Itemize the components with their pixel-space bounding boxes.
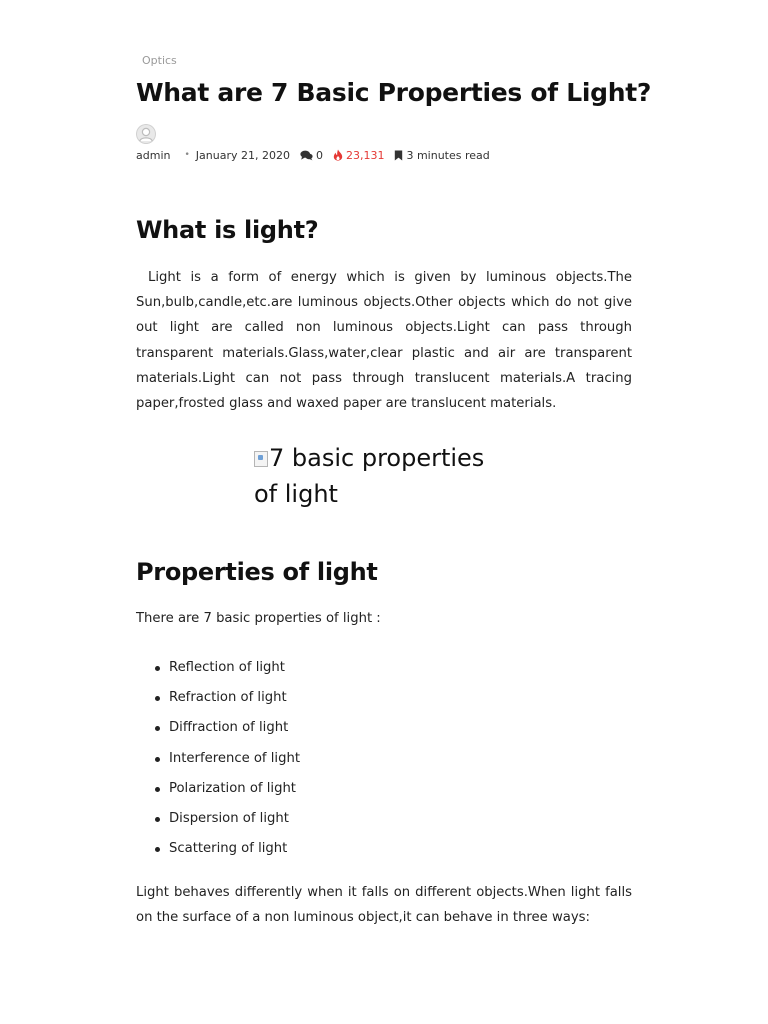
broken-image-icon (254, 451, 268, 467)
list-item: Polarization of light (136, 777, 300, 807)
properties-list (136, 656, 300, 867)
read-time (394, 149, 489, 162)
avatar-icon[interactable] (136, 124, 156, 144)
publish-date: January 21, 2020 (195, 148, 290, 162)
list-item: Diffraction of light (136, 716, 300, 746)
list-item: Refraction of light (136, 686, 300, 716)
views-count: 23,131 (345, 148, 385, 162)
article-meta (136, 147, 500, 163)
image-alt-text: 7 basic properties of light (254, 444, 485, 508)
read-time-text: 3 minutes read (406, 148, 490, 162)
section-heading-properties: Properties of light (136, 558, 378, 586)
properties-outro: Light behaves differently when it falls on different objects.When light falls on the surface of a non luminous object,it can behave in three ways: (136, 885, 632, 926)
properties-intro: There are 7 basic properties of light : (136, 611, 381, 626)
list-item: Scattering of light (136, 837, 300, 867)
list-item: Dispersion of light (136, 807, 300, 837)
comments-count: 0 (315, 148, 323, 162)
meta-separator: • (184, 150, 190, 160)
comments-count-link[interactable] (300, 149, 323, 162)
views-counter (333, 149, 385, 162)
list-item: Reflection of light (136, 656, 300, 686)
article-title: What are 7 Basic Properties of Light? (136, 78, 652, 107)
category-link[interactable]: Optics (142, 54, 177, 67)
section-heading-what-is-light: What is light? (136, 216, 319, 244)
fire-icon (333, 149, 343, 161)
bookmark-icon (394, 150, 403, 161)
what-is-light-paragraph: Light is a form of energy which is given by luminous objects.The Sun,bulb,candle,etc.are luminous objects.Other objects which do not give out light are called non luminous objects.Light can pass through transparent materials.Glass,water,clear plastic and air are transparent materials.Light can not pass through translucent materials.A tracing paper,frosted glass and waxed paper are translucent materials. (136, 270, 632, 412)
article-image-placeholder (254, 440, 514, 512)
comments-icon (300, 150, 313, 161)
list-item: Interference of light (136, 747, 300, 777)
author-link[interactable]: admin (136, 148, 171, 162)
